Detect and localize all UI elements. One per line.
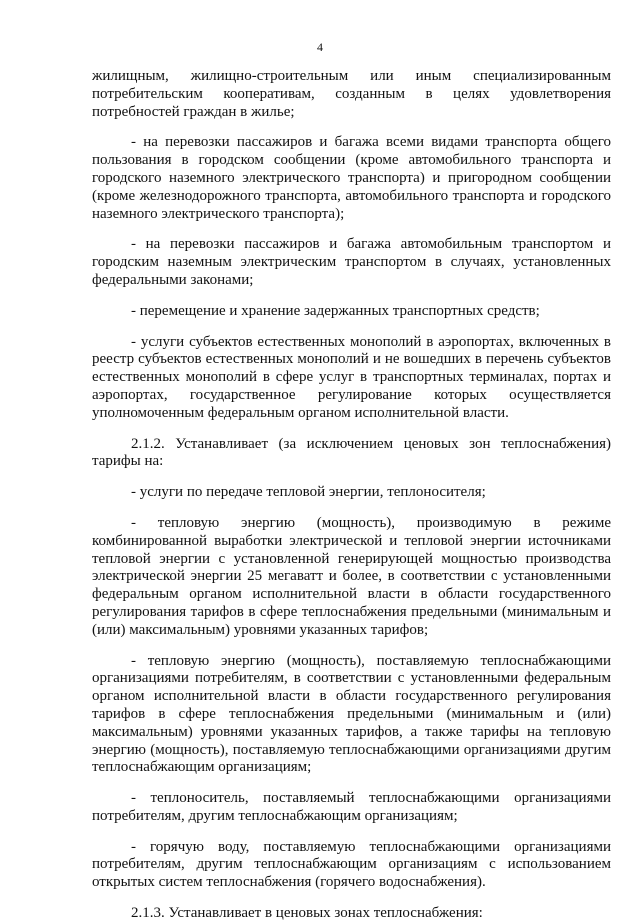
paragraph-auto-transport: - на перевозки пассажиров и багажа автомобильным транспортом и городским наземным электрическим транспортом в случаях, установленных федеральными законами;	[92, 236, 611, 288]
paragraph-heat-carrier: - теплоноситель, поставляемый теплоснабжающими организациями потребителям, другим теплоснабжающим организациям;	[92, 790, 611, 824]
paragraph-hot-water: - горячую воду, поставляемую теплоснабжающими организациями потребителям, другим теплоснабжающим организациям с использованием открытых систем теплоснабжения (горячего водоснабжения).	[92, 838, 611, 891]
document-body	[92, 68, 611, 923]
paragraph-continuation: жилищным, жилищно-строительным или иным специализированным потребительским кооперативам, созданным в целях удовлетворения потребностей граждан в жилье;	[92, 68, 611, 120]
section-2-1-3-heading: 2.1.3. Устанавливает в ценовых зонах теплоснабжения:	[131, 905, 483, 922]
paragraph-combined-generation: - тепловую энергию (мощность), производимую в режиме комбинированной выработки электрической и тепловой энергии источниками тепловой энергии с установленной генерирующей мощностью производства электрической энергии 25 мегаватт и более, в соответствии с установленными федеральным органом исполнительной власти в области государственного регулирования тарифов в сфере теплоснабжения предельными (минимальным и (или) максимальным) уровнями указанных тарифов;	[92, 514, 611, 638]
paragraph-heat-transfer: - услуги по передаче тепловой энергии, теплоносителя;	[131, 484, 486, 501]
paragraph-public-transport: - на перевозки пассажиров и багажа всеми видами транспорта общего пользования в городском сообщении (кроме автомобильного транспорта и городского наземного электрического транспорта) и пригородном сообщении (кроме железнодорожного транспорта, автомобильного транспорта и городского наземного электрического транспорта);	[92, 134, 611, 222]
section-2-1-2-heading: 2.1.2. Устанавливает (за исключением ценовых зон теплоснабжения) тарифы на:	[92, 435, 611, 470]
paragraph-airport-monopolies: - услуги субъектов естественных монополий в аэропортах, включенных в реестр субъектов естественных монополий и не вошедших в перечень субъектов естественных монополий в сфере услуг в транспортных терминалах, портах и аэропортах, государственное регулирование которых осуществляется уполномоченным федеральным органом исполнительной власти.	[92, 333, 611, 421]
paragraph-heat-energy-supply: - тепловую энергию (мощность), поставляемую теплоснабжающими организациями потребителям, в соответствии с установленными федеральным органом исполнительной власти в области государственного регулирования тарифов в сфере теплоснабжения предельными (минимальным и (или) максимальным) уровнями указанных тарифов, а также тарифы на тепловую энергию (мощность), поставляемую теплоснабжающими организациями другим теплоснабжающим организациям;	[92, 652, 611, 776]
paragraph-vehicle-storage: - перемещение и хранение задержанных транспортных средств;	[131, 302, 540, 319]
page-number: 4	[317, 40, 323, 54]
